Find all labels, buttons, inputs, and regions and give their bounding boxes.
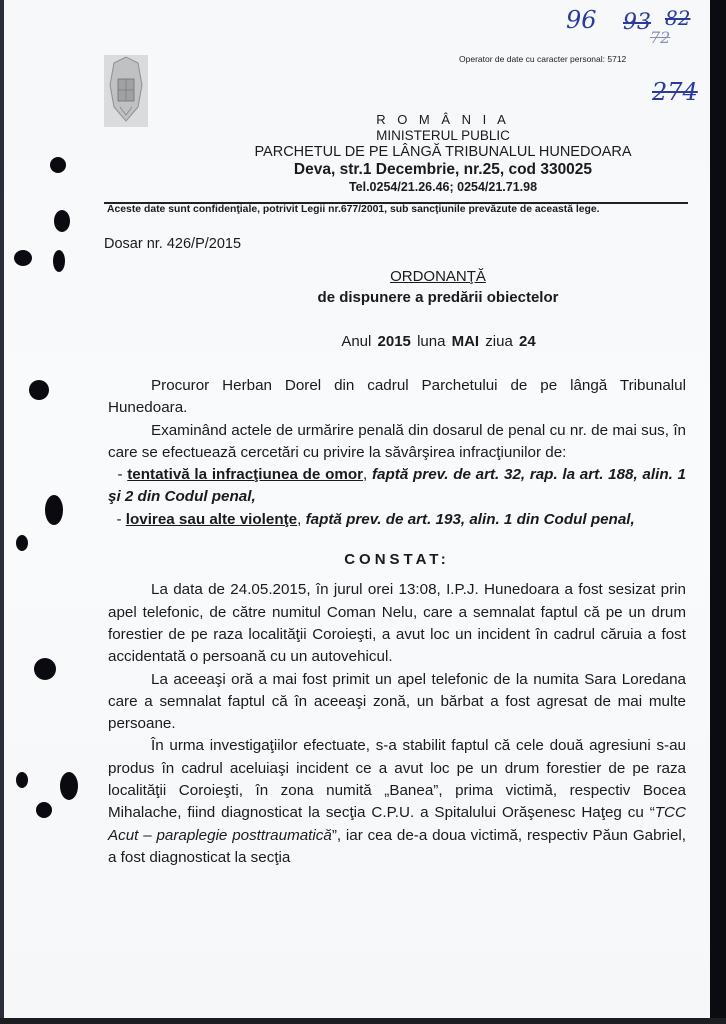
header-country: R O M Â N I A	[376, 112, 510, 127]
confidentiality-notice: Aceste date sunt confidenţiale, potrivit Legii nr.677/2001, sub sancţiunile prevăzute de această lege.	[107, 204, 600, 215]
offense-name: lovirea sau alte violenţe	[125, 510, 298, 528]
punch-hole	[16, 535, 28, 551]
operator-note: Operator de date cu caracter personal: 5712	[459, 54, 627, 64]
handwritten-struck-number-3: 72	[650, 28, 671, 47]
document-title	[96, 268, 700, 306]
handwritten-struck-number-1: 93	[623, 10, 651, 35]
punch-hole	[36, 802, 52, 818]
diagnosis: TCC Acut – paraplegie posttraumatică	[108, 804, 686, 844]
offense-item: - tentativă la infracţiunea de omor, faptă prev. de art. 32, rap. la art. 188, alin. 1 şi 2 din Codul penal,	[108, 466, 686, 506]
header-office: PARCHETUL DE PE LÂNGĂ TRIBUNALUL HUNEDOARA	[254, 144, 632, 160]
paragraph-second-call: La aceeaşi oră a mai fost primit un apel telefonic de la numita Sara Loredana care a semnalat faptul că în aceeaşi zonă, un bărbat a fost agresat de mai multe persoane.	[108, 670, 686, 733]
year-label: Anul	[341, 333, 372, 350]
punch-hole	[16, 772, 28, 788]
header-ministry: MINISTERUL PUBLIC	[376, 128, 510, 143]
year-value: 2015	[377, 333, 411, 350]
day-value: 24	[518, 333, 536, 350]
offense-item: - lovirea sau alte violenţe, faptă prev. de art. 193, alin. 1 din Codul penal,	[116, 510, 635, 528]
constat-heading: CONSTAT:	[344, 551, 450, 569]
scan-edge-left	[0, 0, 4, 1024]
punch-hole	[54, 210, 70, 232]
scan-edge-bottom	[0, 1018, 726, 1024]
case-number: Dosar nr. 426/P/2015	[104, 236, 242, 252]
handwritten-struck-number-2: 82	[665, 6, 691, 30]
offense-legal-basis: faptă prev. de art. 193, alin. 1 din Codul penal,	[305, 510, 635, 528]
punch-hole	[60, 772, 78, 800]
investigation-text-a: În urma investigaţiilor efectuate, s-a stabilit faptul că cele două agresiuni s-au produs în cadrul aceluiaşi incident ce a avut loc pe un drum forestier de pe raza localităţii Coroieşti, în zona numită „Banea”, prima victimă, respectiv Bocea Mihalache, fiind diagnosticat la secţia C.P.U. a Spitalului Orăşenesc Haţeg cu “	[108, 737, 686, 822]
document-body	[108, 375, 686, 869]
offense-legal-basis: faptă prev. de art. 32, rap. la art. 188, alin. 1 şi 2 din Codul penal,	[108, 466, 686, 506]
paragraph-examination: Examinând actele de urmărire penală din dosarul de penal cu nr. de mai sus, în care se efectuează cercetări cu privire la săvârşirea infracţiunilor de:	[108, 421, 686, 461]
punch-hole	[50, 157, 66, 173]
header-address: Deva, str.1 Decembrie, nr.25, cod 330025	[293, 161, 593, 178]
offense-dash: -	[116, 510, 122, 528]
header-phone: Tel.0254/21.26.46; 0254/21.71.98	[348, 180, 538, 194]
punch-hole	[14, 250, 32, 266]
day-label: ziua	[485, 333, 513, 350]
title-subtitle: de dispunere a predării obiectelor	[317, 289, 559, 306]
punch-hole	[34, 658, 56, 680]
title-main: ORDONANŢĂ	[390, 268, 486, 285]
paragraph-prosecutor: Procuror Herban Dorel din cadrul Parchetului de pe lângă Tribunalul Hunedoara.	[108, 377, 686, 417]
institution-header	[96, 112, 700, 194]
paragraph-investigation	[108, 735, 686, 869]
offense-name: tentativă la infracţiunea de omor	[127, 466, 364, 484]
scan-edge-right	[710, 0, 726, 1024]
punch-hole	[45, 495, 63, 525]
month-label: luna	[417, 333, 446, 350]
date-line	[96, 333, 700, 350]
paragraph-first-call: La data de 24.05.2015, în jurul orei 13:08, I.P.J. Hunedoara a fost sesizat prin apel telefonic, de către numitul Coman Nelu, care a semnalat faptul că pe un drum forestier de pe raza localităţii Coroieşti, a avut loc un incident în cadrul căruia a fost accidentată o persoană cu un autovehicul.	[108, 581, 686, 666]
investigation-text-b: ”, iar cea de-a doua victimă, respectiv Păun Gabriel, a fost diagnosticat la secţia	[108, 826, 686, 866]
offense-dash: -	[117, 466, 123, 484]
punch-hole	[53, 250, 65, 272]
month-value: MAI	[451, 333, 480, 350]
handwritten-page-number: 96	[566, 6, 597, 34]
punch-hole	[29, 380, 49, 400]
handwritten-folio: 274	[652, 78, 698, 106]
